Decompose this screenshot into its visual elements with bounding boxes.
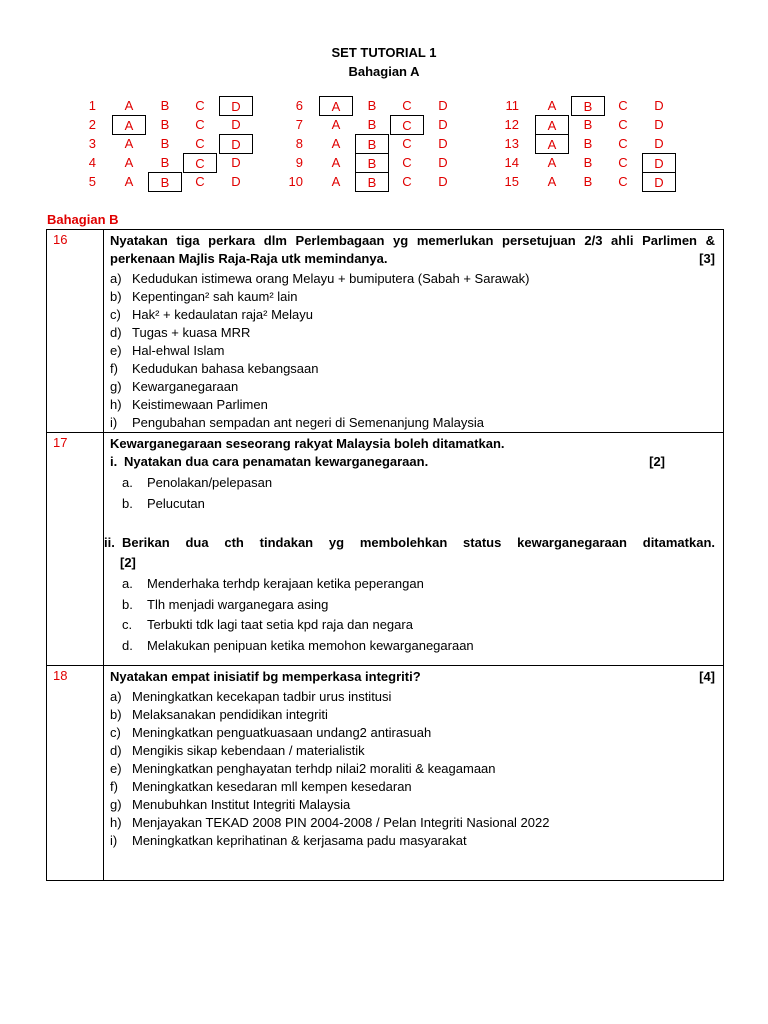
answer-option: B: [160, 155, 170, 170]
answer-row: [78, 115, 268, 134]
answer-option: B: [367, 117, 377, 132]
question-number: 6: [295, 98, 303, 113]
answer-option: B: [160, 136, 170, 151]
question-17: [104, 433, 724, 666]
selected-option: D: [219, 96, 253, 116]
selected-option: B: [355, 172, 389, 192]
answer-option: A: [331, 136, 341, 151]
marks-label: [2]: [120, 555, 136, 570]
page-title: SET TUTORIAL 1: [331, 45, 437, 60]
question-number: 2: [88, 117, 96, 132]
question-number: 7: [295, 117, 303, 132]
answer-option: A: [547, 174, 557, 189]
answer-option: C: [618, 155, 628, 170]
question-number: 1: [88, 98, 96, 113]
answer-row: [78, 134, 268, 153]
section-a-title: Bahagian A: [348, 64, 420, 79]
answer-row: [285, 172, 475, 191]
answer-option: B: [583, 136, 593, 151]
subquestion-1: i. Nyatakan dua cara penamatan kewarganegaraan. [2]: [110, 454, 665, 469]
answer-option: C: [195, 98, 205, 113]
answer-option: D: [438, 155, 448, 170]
answer-option: B: [367, 98, 377, 113]
list-item: g) Kewarganegaraan: [110, 379, 239, 394]
answer-option: D: [438, 136, 448, 151]
question-text: Kewarganegaraan seseorang rakyat Malaysia boleh ditamatkan.: [110, 436, 505, 451]
question-number: 5: [88, 174, 96, 189]
answer-row: [501, 153, 691, 172]
answer-option: C: [402, 98, 412, 113]
selected-option: B: [148, 172, 182, 192]
answer-option: C: [195, 136, 205, 151]
list-item: c) Hak² + kedaulatan raja² Melayu: [110, 307, 314, 322]
questions-table: [46, 229, 724, 881]
question-number: 15: [504, 174, 519, 189]
list-item: a) Meningkatkan kecekapan tadbir urus institusi: [110, 689, 392, 704]
selected-option: A: [112, 115, 146, 135]
list-item: d) Tugas + kuasa MRR: [110, 325, 251, 340]
question-number: 8: [295, 136, 303, 151]
list-item: b) Kepentingan² sah kaum² lain: [110, 289, 298, 304]
question-row: [47, 433, 724, 666]
list-item: b) Melaksanakan pendidikan integriti: [110, 707, 328, 722]
answer-option: A: [547, 155, 557, 170]
marks-label: [2]: [649, 454, 665, 469]
selected-option: C: [390, 115, 424, 135]
answer-option: A: [331, 174, 341, 189]
question-number: 17: [47, 433, 104, 666]
answer-option: B: [583, 174, 593, 189]
selected-option: B: [355, 134, 389, 154]
answer-option: A: [124, 174, 134, 189]
answer-option: C: [402, 174, 412, 189]
selected-option: D: [642, 153, 676, 173]
answer-option: A: [124, 98, 134, 113]
answer-option: B: [160, 117, 170, 132]
selected-option: B: [571, 96, 605, 116]
list-item: a) Kedudukan istimewa orang Melayu + bumiputera (Sabah + Sarawak): [110, 271, 530, 286]
marks-label: [4]: [699, 669, 715, 684]
selected-option: A: [319, 96, 353, 116]
answer-option: C: [195, 117, 205, 132]
list-item: f) Meningkatkan kesedaran mll kempen kesedaran: [110, 779, 412, 794]
answer-row: [501, 96, 691, 115]
answer-list: [110, 473, 715, 514]
list-item: e) Meningkatkan penghayatan terhdp nilai2 moraliti & keagamaan: [110, 761, 496, 776]
answer-option: A: [331, 117, 341, 132]
answer-option: A: [124, 136, 134, 151]
selected-option: A: [535, 134, 569, 154]
answer-option: B: [583, 117, 593, 132]
list-item: b. Pelucutan: [122, 495, 205, 511]
list-item: c. Terbukti tdk lagi taat setia kpd raja dan negara: [122, 617, 413, 632]
list-item: e) Hal-ehwal Islam: [110, 343, 225, 358]
answer-row: [285, 134, 475, 153]
marks-label: [3]: [699, 251, 715, 266]
answer-option: A: [547, 98, 557, 113]
answer-option: C: [618, 174, 628, 189]
section-b-title: Bahagian B: [47, 212, 119, 227]
answer-option: D: [231, 117, 241, 132]
answer-option: D: [438, 174, 448, 189]
question-number: 3: [88, 136, 96, 151]
answer-option: D: [654, 117, 664, 132]
question-number: 10: [288, 174, 303, 189]
list-item: h) Keistimewaan Parlimen: [110, 397, 268, 412]
list-item: a. Menderhaka terhdp kerajaan ketika peperangan: [122, 576, 424, 591]
answer-option: C: [402, 155, 412, 170]
question-number: 4: [88, 155, 96, 170]
answer-list: [110, 574, 715, 656]
list-item: g) Menubuhkan Institut Integriti Malaysia: [110, 797, 351, 812]
answer-option: D: [231, 155, 241, 170]
answer-row: [285, 153, 475, 172]
selected-option: A: [535, 115, 569, 135]
list-item: i) Pengubahan sempadan ant negeri di Semenanjung Malaysia: [110, 415, 484, 430]
answer-list: [110, 688, 715, 850]
answer-option: C: [195, 174, 205, 189]
answer-row: [501, 134, 691, 153]
question-number: 18: [47, 666, 104, 881]
list-item: i) Meningkatkan keprihatinan & kerjasama padu masyarakat: [110, 833, 467, 848]
question-text: Nyatakan tiga perkara dlm Perlembagaan yg memerlukan persetujuan 2/3 ahli Parlimen & perkenaan Majlis Raja-Raja utk memindanya. [3]: [110, 233, 715, 266]
answer-row: [78, 153, 268, 172]
selected-option: D: [219, 134, 253, 154]
list-item: h) Menjayakan TEKAD 2008 PIN 2004-2008 / Pelan Integriti Nasional 2022: [110, 815, 550, 830]
question-18: [104, 666, 724, 881]
answer-option: D: [654, 136, 664, 151]
answer-option: D: [654, 98, 664, 113]
answer-row: [501, 115, 691, 134]
answer-row: [78, 172, 268, 191]
list-item: f) Kedudukan bahasa kebangsaan: [110, 361, 319, 376]
subquestion-2: ii. Berikan dua cth tindakan yg membolehkan status kewarganegaraan ditamatkan.: [104, 535, 715, 550]
question-16: [104, 230, 724, 433]
answer-row: [501, 172, 691, 191]
question-number: 11: [505, 98, 519, 113]
answer-row: [285, 115, 475, 134]
question-number: 16: [47, 230, 104, 433]
answer-option: D: [438, 98, 448, 113]
selected-option: D: [642, 172, 676, 192]
list-item: b. Tlh menjadi warganegara asing: [122, 596, 329, 612]
answer-option: A: [331, 155, 341, 170]
answer-option: D: [438, 117, 448, 132]
answer-list: [110, 270, 715, 432]
question-number: 12: [504, 117, 519, 132]
answer-option: B: [160, 98, 170, 113]
question-number: 14: [504, 155, 519, 170]
answer-row: [285, 96, 475, 115]
answer-option: D: [231, 174, 241, 189]
answer-option: A: [124, 155, 134, 170]
list-item: a. Penolakan/pelepasan: [122, 475, 273, 490]
question-text: Nyatakan empat inisiatif bg memperkasa integriti? [4]: [110, 669, 715, 684]
list-item: d. Melakukan penipuan ketika memohon kewarganegaraan: [122, 637, 474, 653]
question-number: 13: [504, 136, 519, 151]
list-item: c) Meningkatkan penguatkuasaan undang2 antirasuah: [110, 725, 432, 740]
selected-option: C: [183, 153, 217, 173]
answer-option: C: [618, 98, 628, 113]
answer-row: [78, 96, 268, 115]
list-item: d) Mengikis sikap kebendaan / materialistik: [110, 743, 365, 758]
question-row: [47, 666, 724, 881]
question-row: [47, 230, 724, 433]
answer-option: C: [618, 136, 628, 151]
answer-option: C: [618, 117, 628, 132]
answer-option: B: [583, 155, 593, 170]
question-number: 9: [295, 155, 303, 170]
selected-option: B: [355, 153, 389, 173]
answer-option: C: [402, 136, 412, 151]
